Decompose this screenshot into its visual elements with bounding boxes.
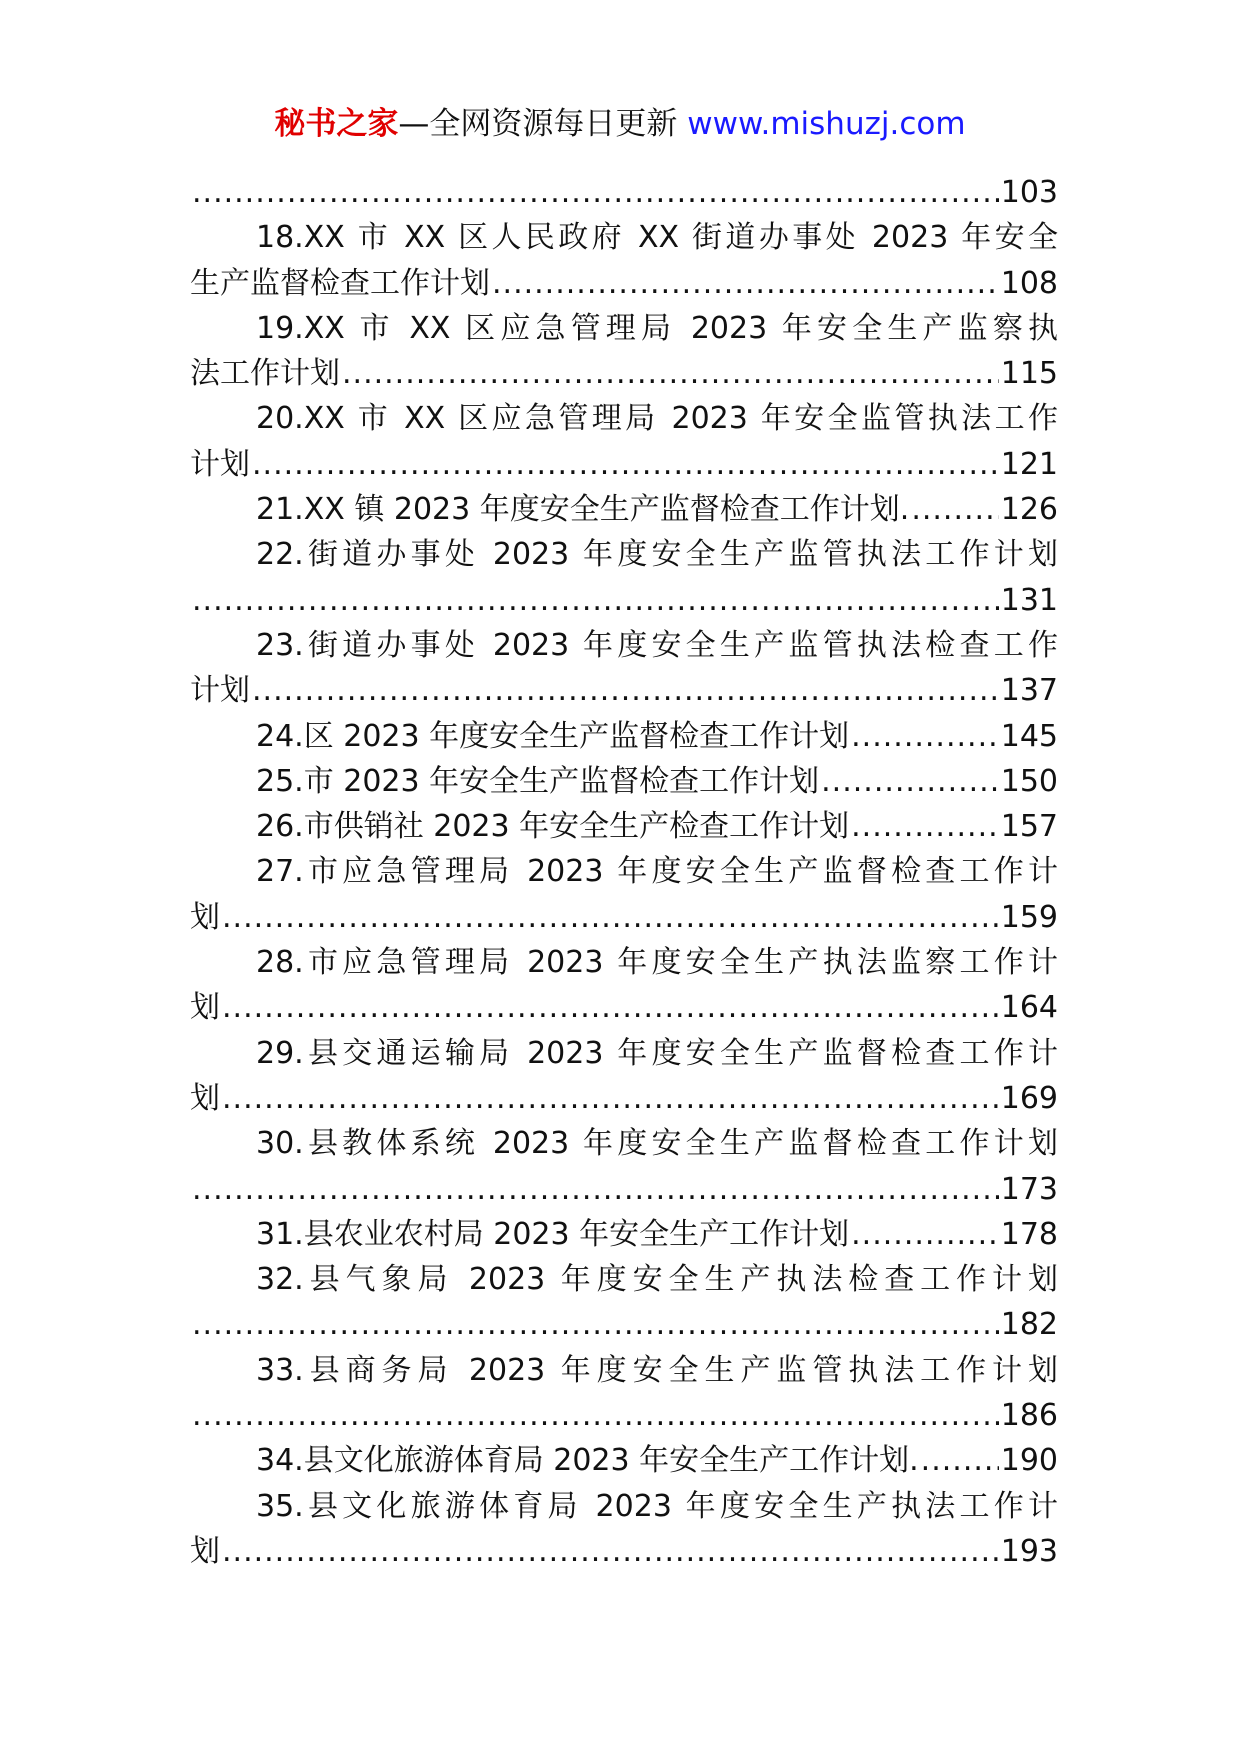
toc-leader (342, 351, 999, 396)
toc-title-part: 20.XX 市 XX 区应急管理局 2023 年安全监管执法工作 (256, 401, 1058, 437)
toc-entry-29[interactable] (190, 1031, 1058, 1076)
toc-entry-20[interactable] (190, 396, 1058, 441)
toc-entry-26[interactable] (190, 804, 1058, 849)
toc-entry-23-cont[interactable] (190, 668, 1058, 713)
toc-entry-23[interactable] (190, 623, 1058, 668)
toc-entry-18-cont[interactable] (190, 261, 1058, 306)
toc-page-number: 103 (1000, 175, 1058, 210)
toc-leader (252, 668, 999, 713)
toc-leader (192, 170, 999, 215)
toc-entry-19-cont[interactable] (190, 351, 1058, 396)
toc-leader (192, 1393, 999, 1438)
toc-page-number: 121 (1000, 446, 1058, 482)
toc-leader (821, 759, 999, 804)
toc-entry-22-cont[interactable] (190, 578, 1058, 623)
toc-leader (222, 985, 999, 1030)
toc-page-number: 115 (1000, 356, 1058, 392)
toc-entry-31[interactable] (190, 1212, 1058, 1257)
toc-title-part: 35.县文化旅游体育局 2023 年度安全生产执法工作计 (256, 1488, 1058, 1524)
toc-page-number: 186 (1000, 1398, 1058, 1434)
header-slogan: —全网资源每日更新 (398, 106, 678, 142)
toc-leader (192, 578, 999, 623)
toc-title: 31.县农业农村局 2023 年安全生产工作计划 (256, 1216, 850, 1252)
toc-title-part: 划 (190, 990, 220, 1026)
toc-entry-21[interactable] (190, 487, 1058, 532)
toc-title-part: 18.XX 市 XX 区人民政府 XX 街道办事处 2023 年安全 (256, 220, 1058, 256)
toc-entry-30-cont[interactable] (190, 1167, 1058, 1212)
toc-title-part: 划 (190, 899, 220, 935)
toc-entry-28[interactable] (190, 940, 1058, 985)
toc-title: 25.市 2023 年安全生产监督检查工作计划 (256, 763, 820, 799)
toc-page-number: 178 (1000, 1216, 1058, 1252)
toc-entry-25[interactable] (190, 759, 1058, 804)
toc-page-number: 182 (1000, 1307, 1058, 1343)
toc-title-part: 23.街道办事处 2023 年度安全生产监管执法检查工作 (256, 627, 1058, 663)
toc-entry-33[interactable] (190, 1348, 1058, 1393)
toc-leader (252, 442, 999, 487)
toc-title-part: 计划 (190, 673, 250, 709)
toc-title-part: 划 (190, 1080, 220, 1116)
toc-page-number: 193 (1000, 1533, 1058, 1569)
toc-page-number: 173 (1000, 1171, 1058, 1207)
toc-entry-32-cont[interactable] (190, 1302, 1058, 1347)
toc-page-number: 126 (1000, 492, 1058, 528)
toc-title-part: 27.市应急管理局 2023 年度安全生产监督检查工作计 (256, 854, 1058, 890)
toc-leader (921, 1438, 999, 1483)
toc-entry-18[interactable] (190, 215, 1058, 260)
toc-leader (192, 1167, 999, 1212)
toc-page-number: 169 (1000, 1080, 1058, 1116)
toc-entry-24[interactable] (190, 714, 1058, 759)
toc-page-number: 164 (1000, 990, 1058, 1026)
toc-title: 32.县气象局 2023 年度安全生产执法检查工作计划 (256, 1262, 1058, 1298)
toc-leader (222, 1076, 999, 1121)
toc-title: 21.XX 镇 2023 年度安全生产监督检查工作计划. (256, 492, 910, 528)
toc-page-number: 131 (1000, 582, 1058, 618)
toc-entry-22[interactable] (190, 532, 1058, 577)
toc-page-number: 108 (1000, 265, 1058, 301)
toc-title-part: 生产监督检查工作计划 (190, 265, 490, 301)
toc-page-number: 150 (1000, 763, 1058, 799)
toc-title-part: 计划 (190, 446, 250, 482)
toc-entry-28-cont[interactable] (190, 985, 1058, 1030)
toc-title: 22.街道办事处 2023 年度安全生产监管执法工作计划 (256, 537, 1058, 573)
toc-title-part: 法工作计划 (190, 356, 340, 392)
toc-leader (222, 895, 999, 940)
toc-title-part: 28.市应急管理局 2023 年度安全生产执法监察工作计 (256, 945, 1058, 981)
toc-entry-32[interactable] (190, 1257, 1058, 1302)
table-of-contents (190, 170, 1058, 1574)
toc-leader (851, 714, 999, 759)
toc-entry-34[interactable] (190, 1438, 1058, 1483)
toc-leader (492, 261, 999, 306)
toc-entry-27-cont[interactable] (190, 895, 1058, 940)
toc-entry-30[interactable] (190, 1121, 1058, 1166)
toc-page-number: 145 (1000, 718, 1058, 754)
toc-entry-35-cont[interactable] (190, 1529, 1058, 1574)
toc-page-number: 159 (1000, 899, 1058, 935)
toc-title: 34.县文化旅游体育局 2023 年安全生产工作计划. (256, 1443, 919, 1479)
toc-entry-27[interactable] (190, 849, 1058, 894)
toc-title: 33.县商务局 2023 年度安全生产监管执法工作计划 (256, 1352, 1058, 1388)
toc-title: 24.区 2023 年度安全生产监督检查工作计划 (256, 718, 850, 754)
toc-entry-35[interactable] (190, 1484, 1058, 1529)
toc-leader (911, 487, 998, 532)
brand-name: 秘书之家 (274, 106, 399, 142)
page-header (0, 104, 1240, 144)
toc-title-part: 19.XX 市 XX 区应急管理局 2023 年安全生产监察执 (256, 310, 1058, 346)
toc-entry-20-cont[interactable] (190, 442, 1058, 487)
toc-entry-29-cont[interactable] (190, 1076, 1058, 1121)
toc-leader (222, 1529, 999, 1574)
toc-entry-33-cont[interactable] (190, 1393, 1058, 1438)
toc-page-number: 190 (1000, 1443, 1058, 1479)
toc-leader (192, 1302, 999, 1347)
toc-title: 26.市供销社 2023 年安全生产检查工作计划 (256, 809, 850, 845)
toc-page-number: 157 (1000, 809, 1058, 845)
toc-entry-0[interactable] (190, 170, 1058, 215)
toc-title: 30.县教体系统 2023 年度安全生产监督检查工作计划 (256, 1126, 1058, 1162)
toc-page-number: 137 (1000, 673, 1058, 709)
toc-title-part: 划 (190, 1533, 220, 1569)
toc-entry-19[interactable] (190, 306, 1058, 351)
toc-title-part: 29.县交通运输局 2023 年度安全生产监督检查工作计 (256, 1035, 1058, 1071)
site-url[interactable]: www.mishuzj.com (677, 106, 966, 142)
toc-leader (851, 804, 999, 849)
toc-leader (851, 1212, 999, 1257)
